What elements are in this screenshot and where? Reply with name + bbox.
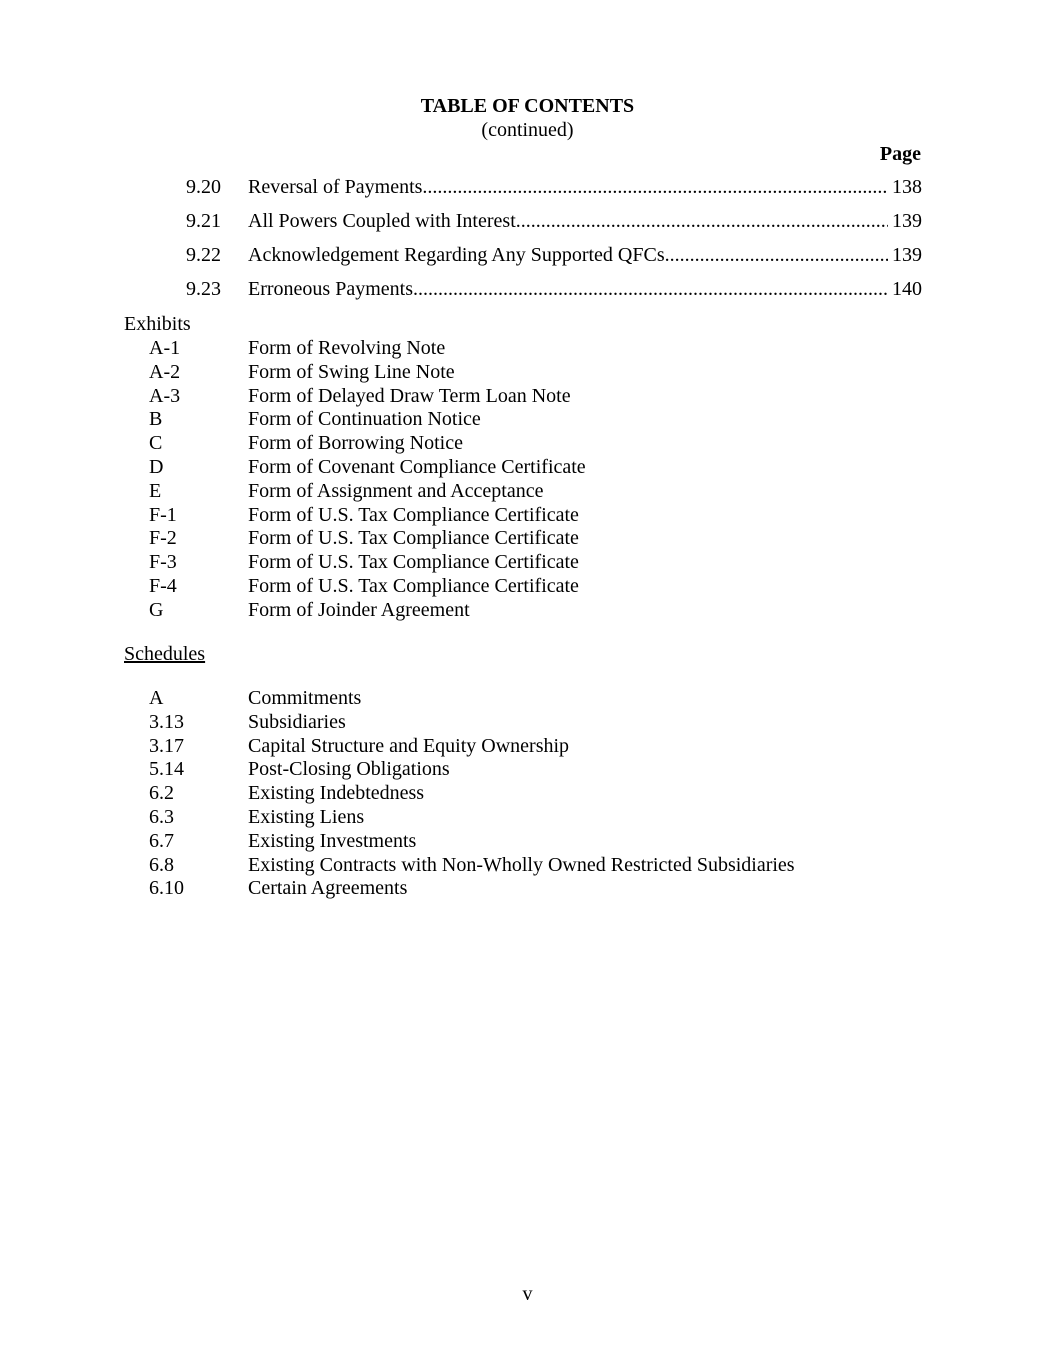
- schedule-description: Post-Closing Obligations: [248, 758, 450, 781]
- exhibit-code: A-2: [149, 360, 181, 383]
- schedule-code: 6.7: [149, 829, 174, 852]
- schedule-code: 6.10: [149, 877, 184, 900]
- exhibit-description: Form of Delayed Draw Term Loan Note: [248, 384, 571, 407]
- toc-entry-title: Erroneous Payments: [248, 278, 413, 300]
- exhibit-code: A-3: [149, 384, 181, 407]
- schedule-item: [0, 710, 1055, 734]
- schedules-list: [0, 686, 1055, 900]
- exhibit-description: Form of Covenant Compliance Certificate: [248, 455, 586, 478]
- exhibits-list: [0, 336, 1055, 622]
- schedule-description: Existing Indebtedness: [248, 782, 425, 805]
- toc-entry-number: 9.23: [186, 278, 221, 300]
- schedule-description: Existing Contracts with Non-Wholly Owned Restricted Subsidiaries: [248, 853, 795, 876]
- page-number: v: [522, 1283, 533, 1305]
- schedule-description: Commitments: [248, 687, 362, 709]
- exhibit-item: [0, 503, 1055, 527]
- dot-leader: [413, 277, 888, 301]
- schedule-description: Subsidiaries: [248, 710, 346, 733]
- toc-entry-line: [248, 209, 922, 233]
- exhibit-description: Form of U.S. Tax Compliance Certificate: [248, 527, 579, 550]
- document-subtitle: (continued): [481, 119, 574, 141]
- exhibit-item: [0, 455, 1055, 479]
- dot-leader: [516, 209, 888, 233]
- toc-entry-line: [248, 277, 922, 301]
- exhibit-description: Form of Assignment and Acceptance: [248, 479, 544, 502]
- toc-entry-title: Acknowledgement Regarding Any Supported QFCs: [248, 244, 665, 266]
- dot-leader: [665, 243, 888, 267]
- toc-entry-page: 140: [892, 278, 922, 300]
- exhibit-code: F-2: [149, 527, 177, 550]
- exhibit-item: [0, 574, 1055, 598]
- dot-leader: [422, 175, 888, 199]
- schedule-code: 6.2: [149, 782, 174, 805]
- exhibit-item: [0, 479, 1055, 503]
- exhibit-code: A-1: [149, 337, 181, 359]
- exhibit-code: F-3: [149, 551, 177, 574]
- schedule-item: [0, 734, 1055, 758]
- exhibit-description: Form of Revolving Note: [248, 337, 446, 359]
- schedule-item: [0, 757, 1055, 781]
- exhibit-item: [0, 431, 1055, 455]
- toc-entry-number: 9.20: [186, 176, 221, 198]
- schedule-item: [0, 805, 1055, 829]
- exhibit-code: G: [149, 598, 164, 621]
- schedule-item: [0, 686, 1055, 710]
- toc-entry-title: All Powers Coupled with Interest: [248, 210, 516, 232]
- toc-entry-page: 138: [892, 176, 922, 198]
- exhibit-code: F-1: [149, 503, 177, 526]
- schedule-description: Capital Structure and Equity Ownership: [248, 734, 570, 757]
- schedule-code: 5.14: [149, 758, 184, 781]
- schedule-item: [0, 829, 1055, 853]
- toc-entry-number: 9.22: [186, 244, 221, 266]
- toc-entry[interactable]: [0, 209, 1055, 243]
- exhibit-code: E: [149, 479, 162, 502]
- exhibit-item: [0, 550, 1055, 574]
- schedule-item: [0, 853, 1055, 877]
- exhibit-item: [0, 598, 1055, 622]
- exhibit-item: [0, 336, 1055, 360]
- exhibit-code: F-4: [149, 574, 177, 597]
- exhibit-code: C: [149, 432, 163, 455]
- schedule-description: Existing Investments: [248, 829, 417, 852]
- schedule-description: Existing Liens: [248, 805, 365, 828]
- toc-entry-page: 139: [892, 244, 922, 266]
- schedule-code: 3.13: [149, 710, 184, 733]
- exhibit-description: Form of U.S. Tax Compliance Certificate: [248, 551, 579, 574]
- exhibit-description: Form of Continuation Notice: [248, 408, 481, 431]
- exhibit-description: Form of Joinder Agreement: [248, 598, 470, 621]
- exhibit-description: Form of Borrowing Notice: [248, 432, 463, 455]
- schedule-code: 6.3: [149, 805, 174, 828]
- page-column-header: Page: [879, 143, 921, 165]
- toc-entry-page: 139: [892, 210, 922, 232]
- exhibit-description: Form of U.S. Tax Compliance Certificate: [248, 503, 579, 526]
- exhibit-description: Form of Swing Line Note: [248, 360, 455, 383]
- document-title: TABLE OF CONTENTS: [420, 95, 635, 117]
- exhibit-item: [0, 407, 1055, 431]
- toc-entry[interactable]: [0, 277, 1055, 311]
- toc-entry[interactable]: [0, 175, 1055, 209]
- schedule-item: [0, 781, 1055, 805]
- exhibit-item: [0, 526, 1055, 550]
- exhibit-code: D: [149, 455, 164, 478]
- schedule-code: A: [149, 687, 164, 709]
- schedules-heading: Schedules: [124, 643, 206, 665]
- schedule-code: 6.8: [149, 853, 174, 876]
- toc-entry-number: 9.21: [186, 210, 221, 232]
- toc-entry-line: [248, 243, 922, 267]
- schedule-description: Certain Agreements: [248, 877, 408, 900]
- schedule-item: [0, 876, 1055, 900]
- toc-entry-title: Reversal of Payments: [248, 176, 423, 198]
- exhibit-code: B: [149, 408, 163, 431]
- exhibit-item: [0, 360, 1055, 384]
- schedule-code: 3.17: [149, 734, 184, 757]
- toc-list: [0, 175, 1055, 311]
- toc-entry[interactable]: [0, 243, 1055, 277]
- toc-entry-line: [248, 175, 922, 199]
- exhibits-heading: Exhibits: [124, 313, 191, 335]
- exhibit-item: [0, 384, 1055, 408]
- exhibit-description: Form of U.S. Tax Compliance Certificate: [248, 574, 579, 597]
